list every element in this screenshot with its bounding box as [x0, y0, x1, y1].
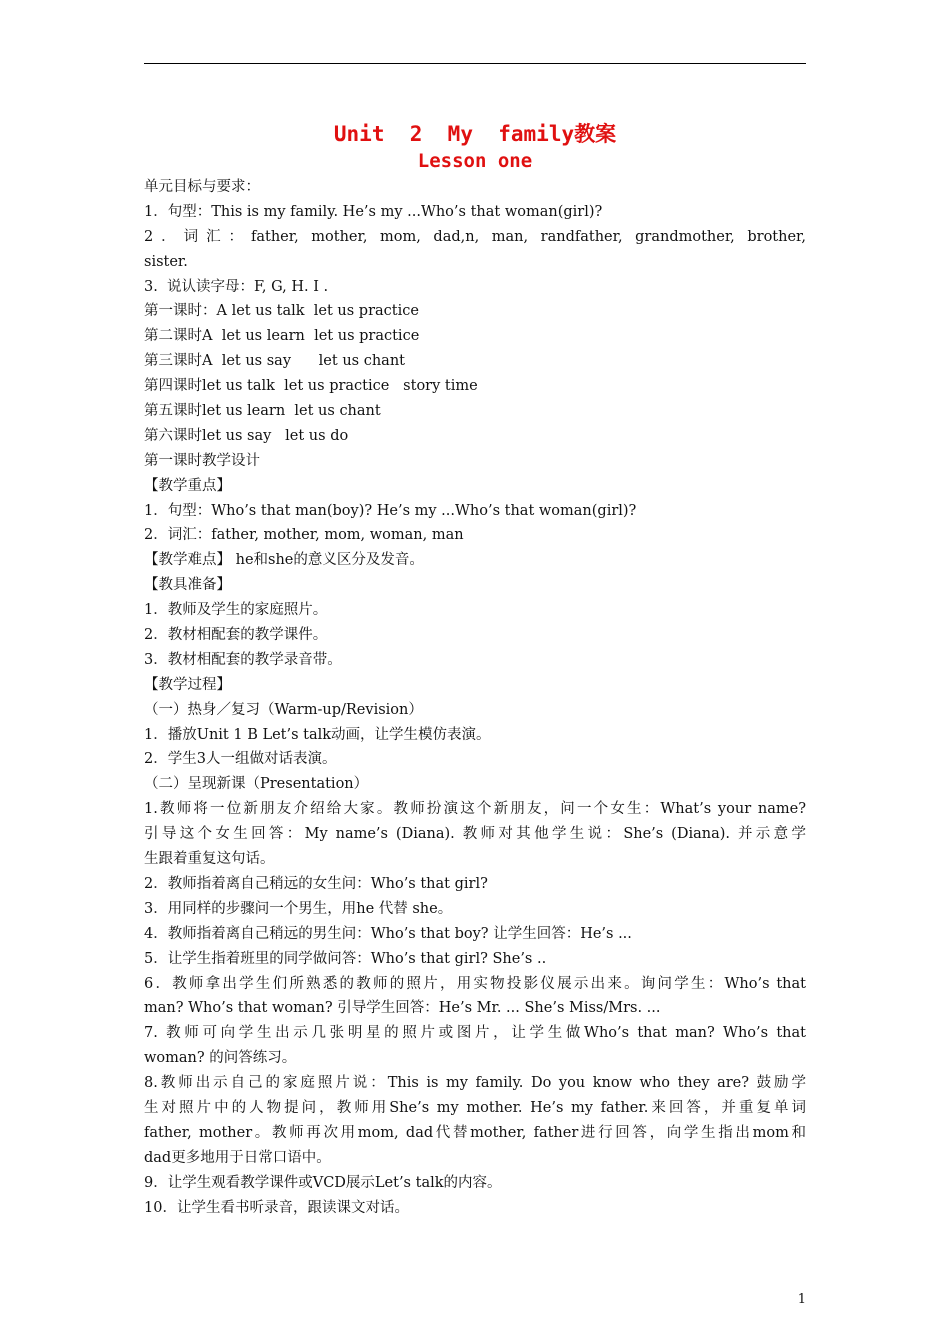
text-line: 第五课时let us learn let us chant [144, 403, 381, 420]
section-heading: 【教学难点】 he和she的意义区分及发音。 [144, 552, 424, 569]
text-line: sister. [144, 253, 188, 270]
text-line: woman? 的问答练习。 [144, 1050, 297, 1067]
text-line: 生跟着重复这句话。 [144, 851, 275, 868]
text-line: 2．词汇：father, mother, mom, woman, man [144, 527, 464, 544]
text-line: 6．教师拿出学生们所熟悉的教师的照片，用实物投影仪展示出来。询问学生：Who’s that [144, 975, 806, 992]
text-line: 2．教师指着离自己稍远的女生问：Who’s that girl? [144, 875, 488, 892]
header-rule [144, 63, 806, 64]
text-line: （二）呈现新课（Presentation） [144, 776, 369, 793]
document-body [144, 175, 806, 1220]
text-line: 第六课时let us say let us do [144, 427, 349, 444]
document-title: Unit 2 My family教案 [333, 122, 617, 146]
text-line: 第二课时A let us learn let us practice [144, 328, 420, 345]
text-line: 2．学生3人一组做对话表演。 [144, 751, 337, 768]
text-line: 5．让学生指着班里的同学做问答：Who’s that girl? She’s .. [144, 950, 547, 967]
text-line: 第一课时教学设计 [144, 452, 260, 469]
document-subtitle: Lesson one [417, 150, 533, 172]
text-line: 第四课时let us talk let us practice story time [144, 378, 478, 395]
text-line: 1．播放Unit 1 B Let’s talk动画，让学生模仿表演。 [144, 726, 491, 743]
text-line: 1．句型：Who’s that man(boy)? He’s my ...Who’s that woman(girl)? [144, 502, 637, 519]
text-line: （一）热身／复习（Warm-up/Revision） [144, 701, 423, 718]
text-line: 1．句型：This is my family. He’s my ...Who’s that woman(girl)? [144, 203, 603, 220]
text-line: father, mother。教师再次用mom, dad代替mother, father进行回答，向学生指出mom和 [144, 1124, 806, 1141]
text-line: 2．词汇：father, mother, mom, dad,n, man, randfather, grandmother, brother, [144, 228, 806, 245]
text-line: 4．教师指着离自己稍远的男生问：Who’s that boy? 让学生回答：He’s ... [144, 925, 632, 942]
text-line: 生对照片中的人物提问，教师用She’s my mother. He’s my father.来回答，并重复单词 [144, 1099, 806, 1116]
text-line: dad更多地用于日常口语中。 [144, 1149, 331, 1166]
text-line: 引导这个女生回答：My name’s (Diana). 教师对其他学生说：She’s (Diana). 并示意学 [144, 826, 806, 843]
title-block [144, 120, 806, 174]
text-line: 1.教师将一位新朋友介绍给大家。教师扮演这个新朋友，问一个女生：What’s your name? [144, 801, 806, 818]
text-line: 3. 说认读字母：F, G, H. I . [144, 278, 329, 295]
section-heading: 【教具准备】 [144, 577, 231, 594]
section-heading: 【教学重点】 [144, 477, 231, 494]
text-line: 1．教师及学生的家庭照片。 [144, 602, 328, 619]
text-line: 第三课时A let us say let us chant [144, 353, 405, 370]
text-line: 7. 教师可向学生出示几张明星的照片或图片，让学生做Who’s that man? Who’s that [144, 1025, 806, 1042]
text-line: 3．用同样的步骤问一个男生，用he 代替 she。 [144, 900, 453, 917]
text-line: 单元目标与要求： [144, 179, 260, 195]
text-line: man? Who’s that woman? 引导学生回答：He’s Mr. ... She’s Miss/Mrs. ... [144, 1000, 661, 1017]
text-line: 2．教材相配套的教学课件。 [144, 627, 328, 644]
text-line: 8.教师出示自己的家庭照片说：This is my family. Do you know who they are? 鼓励学 [144, 1075, 806, 1092]
text-line: 9．让学生观看教学课件或VCD展示Let’s talk的内容。 [144, 1174, 502, 1191]
section-heading: 【教学过程】 [144, 676, 231, 693]
text-line: 3．教材相配套的教学录音带。 [144, 651, 342, 668]
text-line: 10．让学生看书听录音，跟读课文对话。 [144, 1199, 409, 1216]
text-line: 第一课时：A let us talk let us practice [144, 303, 419, 320]
page-number: 1 [797, 1292, 806, 1307]
